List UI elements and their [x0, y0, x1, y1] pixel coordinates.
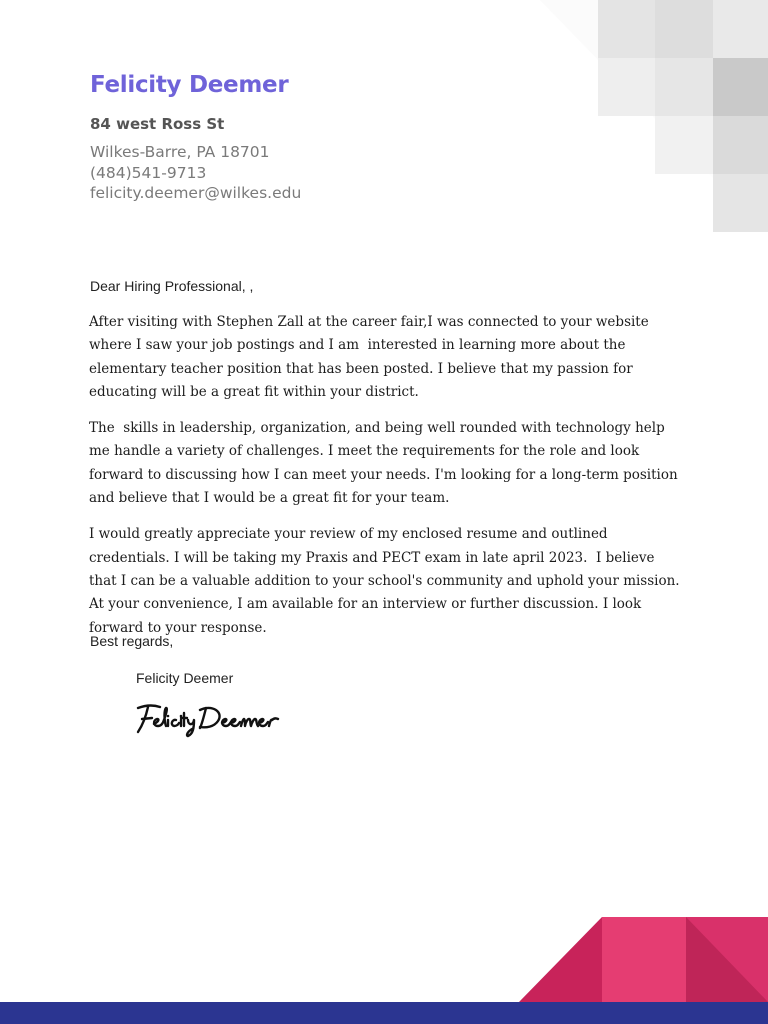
sender-street: 84 west Ross St [90, 115, 225, 133]
bottom-accent-pattern [0, 900, 768, 1024]
sender-contact [90, 142, 510, 204]
handwritten-signature [130, 694, 330, 744]
letter-body [89, 311, 684, 653]
sender-city-state-zip: Wilkes-Barre, PA 18701 [90, 143, 270, 161]
closing: Best regards, [90, 633, 174, 649]
salutation: Dear Hiring Professional, , [90, 278, 254, 294]
body-paragraph: After visiting with Stephen Zall at the career fair,I was connected to your website where I saw your job postings and I am interested in learning more about the elementary teacher position that has been posted. I believe that my passion for educating will be a great fit within your district. [89, 314, 654, 400]
sender-email: felicity.deemer@wilkes.edu [90, 184, 302, 202]
bottom-bar [0, 1002, 768, 1024]
body-paragraph: The skills in leadership, organization, and being well rounded with technology help me handle a variety of challenges. I meet the requirements for the role and look forward to discussing how I can meet your needs. I'm looking for a long-term position and believe that I would be a great fit for your team. [89, 420, 682, 507]
sender-header [90, 70, 510, 204]
sender-phone: (484)541-9713 [90, 163, 207, 182]
signer-name: Felicity Deemer [136, 670, 234, 686]
sender-name: Felicity Deemer [90, 72, 289, 98]
body-paragraph: I would greatly appreciate your review of my enclosed resume and outlined credentials. I will be taking my Praxis and PECT exam in late april 2023. I believe that I can be a valuable addition to your school's community and uphold your mission. At your convenience, I am available for an interview or further discussion. I look forward to your response. [89, 526, 684, 636]
